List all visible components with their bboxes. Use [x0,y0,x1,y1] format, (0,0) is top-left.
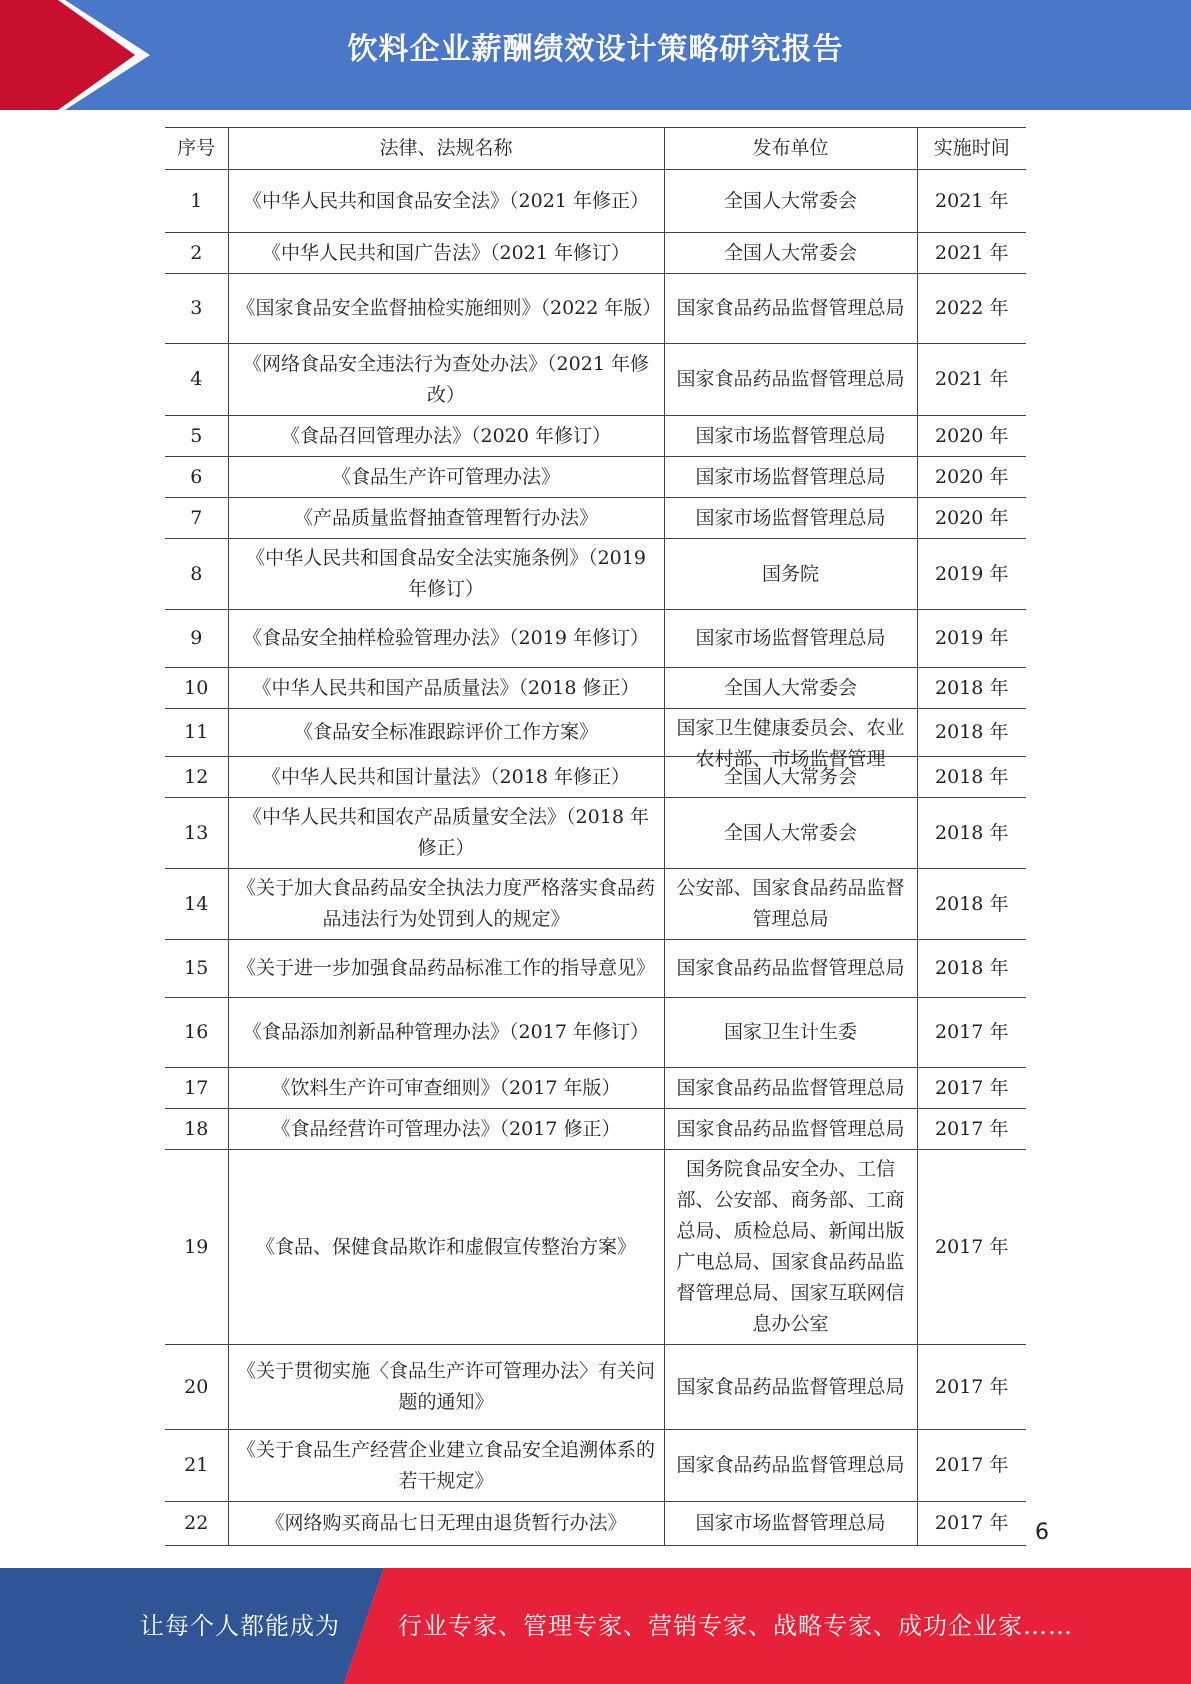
law-name: 《中华人民共和国农产品质量安全法》（2018 年修正） [228,798,664,869]
table-row [165,1068,1026,1109]
issuing-body: 全国人大常委会 [664,233,917,274]
row-number: 19 [165,1150,228,1345]
row-number: 2 [165,233,228,274]
header-no: 序号 [165,128,228,170]
effective-date: 2017 年 [917,1430,1026,1502]
issuing-body: 国家食品药品监督管理总局 [664,940,917,998]
table-row [165,709,1026,757]
effective-date: 2019 年 [917,610,1026,668]
law-name: 《网络购买商品七日无理由退货暂行办法》 [228,1502,664,1546]
effective-date: 2020 年 [917,498,1026,539]
table-row [165,170,1026,233]
issuing-body-text: 国家食品药品监督管理总局 [676,1076,905,1099]
effective-date: 2018 年 [917,940,1026,998]
table-row [165,869,1026,940]
issuing-body [664,709,917,770]
effective-date: 2020 年 [917,457,1026,498]
law-name: 《关于进一步加强食品药品标准工作的指导意见》 [228,940,664,998]
issuing-body: 国家卫生计生委 [664,998,917,1068]
footer-slogan-right: 行业专家、管理专家、营销专家、战略专家、成功企业家…… [398,1612,1073,1640]
row-number: 4 [165,344,228,416]
row-number: 16 [165,998,228,1068]
table-row [165,416,1026,457]
table-row [165,1502,1026,1546]
issuing-body: 国务院 [664,539,917,610]
effective-date: 2018 年 [917,709,1026,757]
effective-date: 2021 年 [917,344,1026,416]
row-number: 12 [165,757,228,798]
footer-slogan-left: 让每个人都能成为 [140,1612,340,1640]
issuing-body [664,1109,917,1150]
law-name: 《食品安全标准跟踪评价工作方案》 [228,709,664,757]
law-name: 《饮料生产许可审查细则》（2017 年版） [228,1068,664,1109]
page-number: 6 [1035,1520,1049,1545]
header-name: 法律、法规名称 [228,128,664,170]
row-number: 13 [165,798,228,869]
row-number: 20 [165,1345,228,1430]
law-name: 《食品经营许可管理办法》（2017 修正） [228,1109,664,1150]
effective-date: 2017 年 [917,998,1026,1068]
table-row [165,539,1026,610]
effective-date: 2017 年 [917,1345,1026,1430]
row-number: 10 [165,668,228,709]
row-number: 8 [165,539,228,610]
laws-table [165,127,1026,1546]
report-title: 饮料企业薪酬绩效设计策略研究报告 [347,32,844,67]
table-row [165,1109,1026,1150]
table-row [165,344,1026,416]
table-row [165,998,1026,1068]
table-row [165,457,1026,498]
issuing-body: 全国人大常委会 [664,668,917,709]
row-number: 1 [165,170,228,233]
table-row [165,498,1026,539]
law-name: 《食品安全抽样检验管理办法》（2019 年修订） [228,610,664,668]
law-name: 《中华人民共和国食品安全法实施条例》（2019 年修订） [228,539,664,610]
law-name: 《中华人民共和国食品安全法》（2021 年修正） [228,170,664,233]
table-header-row [165,128,1026,170]
effective-date: 2021 年 [917,233,1026,274]
effective-date: 2020 年 [917,416,1026,457]
table-row [165,274,1026,344]
law-name: 《关于贯彻实施〈食品生产许可管理办法〉有关问题的通知》 [228,1345,664,1430]
law-name: 《网络食品安全违法行为查处办法》（2021 年修改） [228,344,664,416]
effective-date: 2018 年 [917,798,1026,869]
law-name: 《食品召回管理办法》（2020 年修订） [228,416,664,457]
table-row [165,940,1026,998]
law-name: 《食品添加剂新品种管理办法》（2017 年修订） [228,998,664,1068]
laws-table-container [165,127,1026,1546]
row-number: 9 [165,610,228,668]
issuing-body: 国家市场监督管理总局 [664,498,917,539]
issuing-body: 国家市场监督管理总局 [664,457,917,498]
effective-date: 2017 年 [917,1150,1026,1345]
page-header [0,0,1191,110]
row-number: 3 [165,274,228,344]
law-name: 《中华人民共和国计量法》（2018 年修正） [228,757,664,798]
law-name: 《产品质量监督抽查管理暂行办法》 [228,498,664,539]
law-name: 《国家食品安全监督抽检实施细则》（2022 年版） [228,274,664,344]
table-row [165,1150,1026,1345]
issuing-body: 国家市场监督管理总局 [664,416,917,457]
law-name: 《关于加大食品药品安全执法力度严格落实食品药品违法行为处罚到人的规定》 [228,869,664,940]
table-row [165,233,1026,274]
effective-date: 2017 年 [917,1502,1026,1546]
effective-date: 2018 年 [917,869,1026,940]
effective-date: 2017 年 [917,1109,1026,1150]
row-number: 22 [165,1502,228,1546]
law-name: 《食品生产许可管理办法》 [228,457,664,498]
table-row [165,1430,1026,1502]
issuing-body-text: 国家食品药品监督管理总局 [676,1117,905,1140]
issuing-body [664,1068,917,1109]
issuing-body: 国务院食品安全办、工信部、公安部、商务部、工商总局、质检总局、新闻出版广电总局、国家食品药品监督管理总局、国家互联网信息办公室 [664,1150,917,1345]
issuing-body: 全国人大常委会 [664,170,917,233]
law-name: 《中华人民共和国产品质量法》（2018 修正） [228,668,664,709]
law-name: 《关于食品生产经营企业建立食品安全追溯体系的若干规定》 [228,1430,664,1502]
effective-date: 2018 年 [917,757,1026,798]
issuing-body-text: 国家卫生健康委员会、农业农村部、市场监督管理 [676,717,905,770]
law-name: 《食品、保健食品欺诈和虚假宣传整治方案》 [228,1150,664,1345]
table-row [165,610,1026,668]
issuing-body: 公安部、国家食品药品监督管理总局 [664,869,917,940]
effective-date: 2018 年 [917,668,1026,709]
effective-date: 2019 年 [917,539,1026,610]
table-row [165,668,1026,709]
row-number: 11 [165,709,228,757]
table-row [165,1345,1026,1430]
table-row [165,798,1026,869]
effective-date: 2022 年 [917,274,1026,344]
issuing-body: 国家食品药品监督管理总局 [664,344,917,416]
row-number: 7 [165,498,228,539]
issuing-body: 国家食品药品监督管理总局 [664,1345,917,1430]
row-number: 15 [165,940,228,998]
table-row [165,757,1026,798]
effective-date: 2021 年 [917,170,1026,233]
page-footer [0,1568,1191,1684]
issuing-body: 全国人大常委会 [664,798,917,869]
issuing-body: 国家食品药品监督管理总局 [664,1430,917,1502]
issuing-body: 国家市场监督管理总局 [664,1502,917,1546]
row-number: 5 [165,416,228,457]
issuing-body: 国家食品药品监督管理总局 [664,274,917,344]
issuing-body: 全国人大常务会 [664,757,917,798]
row-number: 18 [165,1109,228,1150]
row-number: 21 [165,1430,228,1502]
issuing-body: 国家市场监督管理总局 [664,610,917,668]
law-name: 《中华人民共和国广告法》（2021 年修订） [228,233,664,274]
effective-date: 2017 年 [917,1068,1026,1109]
header-org: 发布单位 [664,128,917,170]
row-number: 14 [165,869,228,940]
header-date: 实施时间 [917,128,1026,170]
row-number: 17 [165,1068,228,1109]
row-number: 6 [165,457,228,498]
